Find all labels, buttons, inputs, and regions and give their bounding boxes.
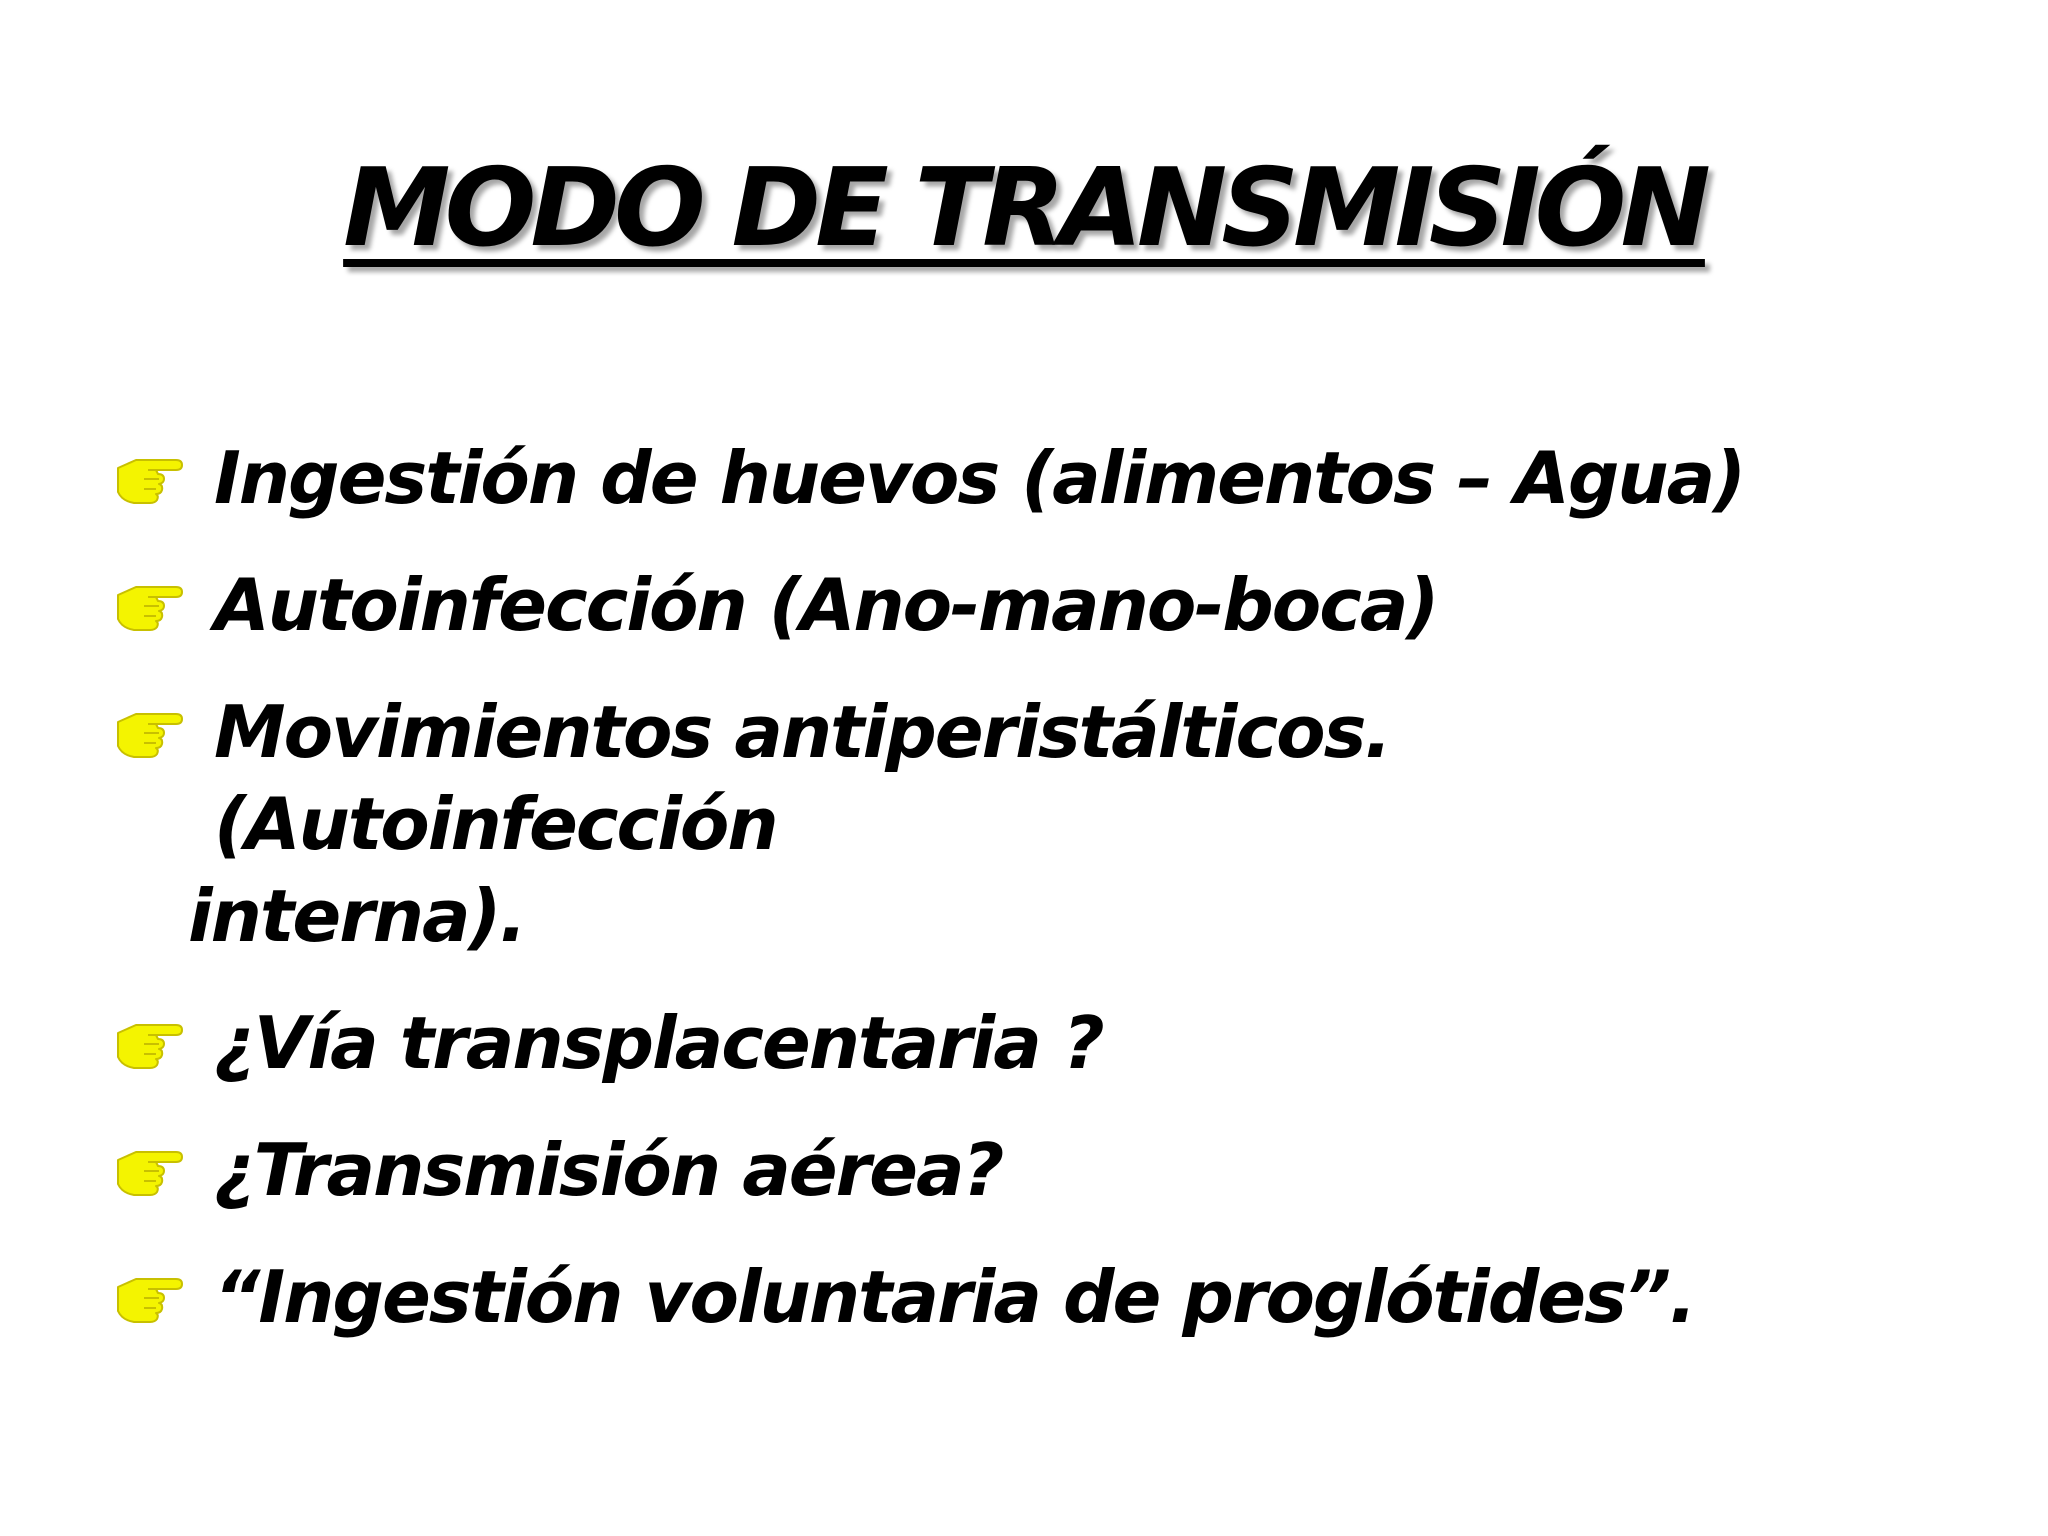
slide-title-text: MODO DE TRANSMISIÓN	[343, 146, 1705, 271]
pointing-hand-icon	[114, 1265, 184, 1325]
bullet-item	[108, 559, 1968, 651]
bullet-item	[108, 1124, 1968, 1216]
bullet-item	[108, 686, 1968, 962]
bullet-text: Autoinfección (Ano-mano-boca)	[214, 563, 1438, 647]
bullet-text-continuation: interna).	[188, 874, 525, 958]
bullet-item	[108, 432, 1968, 524]
bullet-list	[108, 432, 1968, 1378]
bullet-text: ¿Transmisión aérea?	[214, 1128, 1003, 1212]
pointing-hand-icon	[114, 700, 184, 760]
pointing-hand-icon	[114, 1138, 184, 1198]
slide-title	[0, 146, 2048, 271]
pointing-hand-icon	[114, 1011, 184, 1071]
bullet-text: “Ingestión voluntaria de proglótides”.	[214, 1255, 1695, 1339]
bullet-item	[108, 997, 1968, 1089]
pointing-hand-icon	[114, 573, 184, 633]
bullet-text: ¿Vía transplacentaria ?	[214, 1001, 1103, 1085]
bullet-item	[108, 1251, 1968, 1343]
bullet-text: Movimientos antiperistálticos. (Autoinfección	[214, 690, 1390, 866]
bullet-text: Ingestión de huevos (alimentos – Agua)	[214, 436, 1745, 520]
pointing-hand-icon	[114, 446, 184, 506]
